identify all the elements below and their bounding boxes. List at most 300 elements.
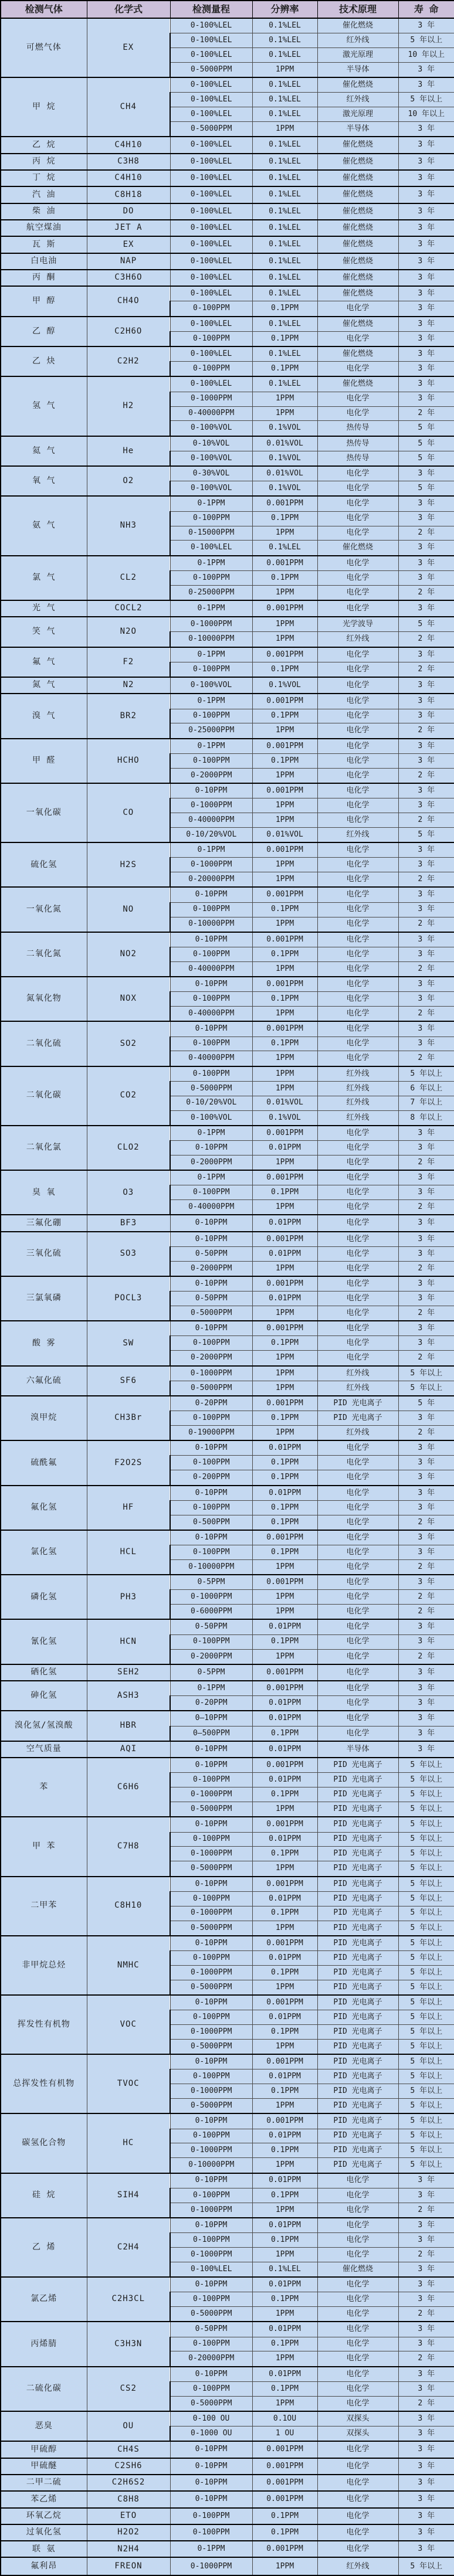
lifespan-cell: 5 年以上 bbox=[398, 1847, 454, 1861]
lifespan-cell: 3 年 bbox=[398, 2173, 454, 2188]
gas-name-cell: 光 气 bbox=[1, 600, 87, 617]
gas-name-cell: 氦 气 bbox=[1, 436, 87, 466]
lifespan-cell: 3 年 bbox=[398, 77, 454, 93]
lifespan-cell: 3 年 bbox=[398, 1170, 454, 1185]
lifespan-cell: 5 年以上 bbox=[398, 2158, 454, 2173]
principle-cell: PID 光电离子 bbox=[317, 1802, 398, 1817]
resolution-cell: 0.01PPM bbox=[252, 1440, 317, 1456]
range-cell: 0-25000PPM bbox=[170, 585, 252, 600]
table-row bbox=[1, 1681, 454, 1696]
range-cell: 0-10PPM bbox=[170, 1276, 252, 1292]
resolution-cell: 1PPM bbox=[252, 1649, 317, 1664]
lifespan-cell: 3 年 bbox=[398, 286, 454, 301]
formula-cell: HCHO bbox=[87, 739, 170, 783]
principle-cell: 电化学 bbox=[317, 585, 398, 600]
resolution-cell: 0.001PPM bbox=[252, 2441, 317, 2458]
principle-cell: 电化学 bbox=[317, 1440, 398, 1456]
range-cell: 0-10PPM bbox=[170, 2218, 252, 2233]
formula-cell: NOX bbox=[87, 977, 170, 1021]
lifespan-cell: 5 年以上 bbox=[398, 1817, 454, 1832]
principle-cell: 电化学 bbox=[317, 947, 398, 961]
range-cell: 0-10/20%VOL bbox=[170, 827, 252, 842]
range-cell: 0-1000PPM bbox=[170, 2203, 252, 2218]
range-cell: 0-100PPM bbox=[170, 2381, 252, 2396]
principle-cell: 催化燃烧 bbox=[317, 77, 398, 93]
table-row bbox=[1, 2491, 454, 2507]
formula-cell: CH3Br bbox=[87, 1396, 170, 1440]
range-cell: 0-5PPM bbox=[170, 1575, 252, 1590]
resolution-cell: 0.001PPM bbox=[252, 932, 317, 947]
table-header bbox=[1, 1, 454, 18]
principle-cell: 电化学 bbox=[317, 1336, 398, 1351]
lifespan-cell: 5 年以上 bbox=[398, 1950, 454, 1965]
range-cell: 0-100PPM bbox=[170, 2129, 252, 2143]
range-cell: 0-100PPM bbox=[170, 1891, 252, 1906]
principle-cell: PID 光电离子 bbox=[317, 2054, 398, 2069]
range-cell: 0-10PPM bbox=[170, 2475, 252, 2491]
resolution-cell: 0.001PPM bbox=[252, 739, 317, 754]
principle-cell: 电化学 bbox=[317, 902, 398, 917]
resolution-cell: 1PPM bbox=[252, 858, 317, 872]
lifespan-cell: 5 年以上 bbox=[398, 2113, 454, 2129]
formula-cell: HBR bbox=[87, 1711, 170, 1741]
principle-cell: 电化学 bbox=[317, 647, 398, 662]
gas-name-cell: 碳氢化合物 bbox=[1, 2113, 87, 2173]
resolution-cell: 1PPM bbox=[252, 1366, 317, 1381]
resolution-cell: 1PPM bbox=[252, 1200, 317, 1215]
table-row bbox=[1, 2322, 454, 2337]
principle-cell: 电化学 bbox=[317, 1590, 398, 1605]
gas-name-cell: 一氧化碳 bbox=[1, 783, 87, 842]
principle-cell: 电化学 bbox=[317, 1306, 398, 1321]
resolution-cell: 1PPM bbox=[252, 1261, 317, 1276]
range-cell: 0-5000PPM bbox=[170, 1861, 252, 1877]
gas-name-cell: 甲 醛 bbox=[1, 739, 87, 783]
lifespan-cell: 3 年 bbox=[398, 556, 454, 571]
range-cell: 0-200PPM bbox=[170, 1470, 252, 1486]
range-cell: 0-20000PPM bbox=[170, 872, 252, 888]
resolution-cell: 1PPM bbox=[252, 2099, 317, 2114]
principle-cell: PID 光电离子 bbox=[317, 1758, 398, 1773]
lifespan-cell: 5 年 bbox=[398, 827, 454, 842]
principle-cell: 红外线 bbox=[317, 1426, 398, 1441]
resolution-cell: 0.001PPM bbox=[252, 1664, 317, 1681]
principle-cell: 电化学 bbox=[317, 2524, 398, 2541]
range-cell: 0-1000PPM bbox=[170, 617, 252, 632]
range-cell: 0-1000PPM bbox=[170, 1590, 252, 1605]
range-cell: 0-100PPM bbox=[170, 2069, 252, 2084]
principle-cell: 电化学 bbox=[317, 331, 398, 346]
principle-cell: PID 光电离子 bbox=[317, 1411, 398, 1426]
gas-name-cell: 丙烯腈 bbox=[1, 2322, 87, 2366]
principle-cell: PID 光电离子 bbox=[317, 1921, 398, 1936]
resolution-cell: 0.1PPM bbox=[252, 2524, 317, 2541]
gas-name-cell: 航空煤油 bbox=[1, 220, 87, 236]
formula-cell: C8H10 bbox=[87, 1877, 170, 1936]
principle-cell: 电化学 bbox=[317, 600, 398, 617]
gas-name-cell: 联 氨 bbox=[1, 2541, 87, 2557]
range-cell: 0-100PPM bbox=[170, 753, 252, 768]
range-cell: 0-5000PPM bbox=[170, 62, 252, 77]
lifespan-cell: 3 年 bbox=[398, 1726, 454, 1741]
principle-cell: 电化学 bbox=[317, 872, 398, 888]
principle-cell: 电化学 bbox=[317, 2367, 398, 2382]
lifespan-cell: 5 年以上 bbox=[398, 1906, 454, 1921]
table-row bbox=[1, 1366, 454, 1381]
resolution-cell: 0.1%LEL bbox=[252, 541, 317, 556]
range-cell: 0-100%LEL bbox=[170, 2262, 252, 2277]
resolution-cell: 0.001PPM bbox=[252, 1170, 317, 1185]
formula-cell: C7H8 bbox=[87, 1817, 170, 1876]
resolution-cell: 0.1PPM bbox=[252, 1336, 317, 1351]
gas-name-cell: 柴 油 bbox=[1, 203, 87, 220]
gas-name-cell: 挥发性有机物 bbox=[1, 1995, 87, 2054]
lifespan-cell: 3 年 bbox=[398, 496, 454, 511]
table-row bbox=[1, 2524, 454, 2541]
range-cell: 0-100%LEL bbox=[170, 18, 252, 33]
lifespan-cell: 5 年以上 bbox=[398, 2069, 454, 2084]
table-row bbox=[1, 466, 454, 481]
formula-cell: CO bbox=[87, 783, 170, 842]
lifespan-cell: 2 年 bbox=[398, 1559, 454, 1575]
resolution-cell: 1PPM bbox=[252, 2351, 317, 2367]
resolution-cell: 0.01PPM bbox=[252, 1292, 317, 1306]
lifespan-cell: 3 年 bbox=[398, 2524, 454, 2541]
resolution-cell: 0.01PPM bbox=[252, 1741, 317, 1758]
formula-cell: HF bbox=[87, 1486, 170, 1530]
gas-name-cell: 溴甲烷 bbox=[1, 1396, 87, 1440]
table-row bbox=[1, 2441, 454, 2458]
range-cell: 0-1PPM bbox=[170, 647, 252, 662]
resolution-cell: 0.1PPM bbox=[252, 902, 317, 917]
lifespan-cell: 2 年 bbox=[398, 1051, 454, 1066]
resolution-cell: 0.1PPM bbox=[252, 2508, 317, 2524]
lifespan-cell: 3 年 bbox=[398, 2475, 454, 2491]
range-cell: 0-1000PPM bbox=[170, 1847, 252, 1861]
lifespan-cell: 3 年 bbox=[398, 1530, 454, 1545]
range-cell: 0-1PPM bbox=[170, 739, 252, 754]
gas-name-cell: 甲 苯 bbox=[1, 1817, 87, 1876]
resolution-cell: 0.1%LEL bbox=[252, 186, 317, 203]
gas-name-cell: 总挥发性有机物 bbox=[1, 2054, 87, 2113]
formula-cell: O2 bbox=[87, 466, 170, 496]
range-cell: 0-100%LEL bbox=[170, 253, 252, 270]
resolution-cell: 1PPM bbox=[252, 632, 317, 647]
formula-cell: BR2 bbox=[87, 694, 170, 738]
principle-cell: 催化燃烧 bbox=[317, 253, 398, 270]
principle-cell: 电化学 bbox=[317, 677, 398, 694]
range-cell: 0-100PPM bbox=[170, 1456, 252, 1470]
range-cell: 0-1000PPM bbox=[170, 2247, 252, 2262]
range-cell: 0-100PPM bbox=[170, 902, 252, 917]
table-row bbox=[1, 2277, 454, 2292]
lifespan-cell: 5 年 bbox=[398, 1396, 454, 1411]
range-cell: 0-1PPM bbox=[170, 496, 252, 511]
lifespan-cell: 3 年 bbox=[398, 2277, 454, 2292]
lifespan-cell: 3 年 bbox=[398, 694, 454, 709]
range-cell: 0-1PPM bbox=[170, 1681, 252, 1696]
table-row bbox=[1, 1664, 454, 1681]
range-cell: 0-100%LEL bbox=[170, 186, 252, 203]
range-cell: 0-1000PPM bbox=[170, 2143, 252, 2158]
lifespan-cell: 3 年 bbox=[398, 1696, 454, 1711]
principle-cell: 电化学 bbox=[317, 1351, 398, 1366]
lifespan-cell: 2 年 bbox=[398, 961, 454, 977]
resolution-cell: 0.001PPM bbox=[252, 2475, 317, 2491]
lifespan-cell: 3 年 bbox=[398, 1185, 454, 1200]
lifespan-cell: 3 年 bbox=[398, 858, 454, 872]
lifespan-cell: 3 年 bbox=[398, 362, 454, 377]
lifespan-cell: 2 年 bbox=[398, 1426, 454, 1441]
formula-cell: HCL bbox=[87, 1530, 170, 1575]
resolution-cell: 0.1PPM bbox=[252, 2337, 317, 2351]
gas-name-cell: 过氧化氢 bbox=[1, 2524, 87, 2541]
resolution-cell: 0.1PPM bbox=[252, 2188, 317, 2203]
principle-cell: PID 光电离子 bbox=[317, 1787, 398, 1802]
range-cell: 0-100PPM bbox=[170, 1634, 252, 1649]
resolution-cell: 1PPM bbox=[252, 406, 317, 421]
lifespan-cell: 3 年 bbox=[398, 1411, 454, 1426]
resolution-cell: 0.1%LEL bbox=[252, 286, 317, 301]
table-row bbox=[1, 2367, 454, 2382]
formula-cell: CH4O bbox=[87, 286, 170, 316]
range-cell: 0-2000PPM bbox=[170, 1351, 252, 1366]
lifespan-cell: 3 年 bbox=[398, 1486, 454, 1501]
principle-cell: 电化学 bbox=[317, 1711, 398, 1726]
resolution-cell: 0.1PPM bbox=[252, 1965, 317, 1980]
resolution-cell: 0.001PPM bbox=[252, 1575, 317, 1590]
resolution-cell: 0.1PPM bbox=[252, 331, 317, 346]
formula-cell: TVOC bbox=[87, 2054, 170, 2113]
table-row bbox=[1, 1486, 454, 1501]
range-cell: 0-1000PPM bbox=[170, 2084, 252, 2099]
formula-cell: ASH3 bbox=[87, 1681, 170, 1711]
formula-cell: ETO bbox=[87, 2508, 170, 2524]
principle-cell: 电化学 bbox=[317, 301, 398, 317]
table-row bbox=[1, 2411, 454, 2427]
lifespan-cell: 3 年 bbox=[398, 798, 454, 813]
gas-name-cell: 氟化氢 bbox=[1, 1486, 87, 1530]
gas-name-cell: 甲 烷 bbox=[1, 77, 87, 137]
principle-cell: 电化学 bbox=[317, 1619, 398, 1634]
principle-cell: PID 光电离子 bbox=[317, 1936, 398, 1951]
range-cell: 0-1000PPM bbox=[170, 1366, 252, 1381]
range-cell: 0-100%VOL bbox=[170, 1110, 252, 1126]
range-cell: 0-100PPM bbox=[170, 2292, 252, 2307]
formula-cell: JET A bbox=[87, 220, 170, 236]
table-row bbox=[1, 677, 454, 694]
gas-name-cell: 硫化氢 bbox=[1, 842, 87, 887]
range-cell: 0-1000PPM bbox=[170, 2557, 252, 2575]
table-row bbox=[1, 2508, 454, 2524]
lifespan-cell: 3 年 bbox=[398, 1741, 454, 1758]
lifespan-cell: 5 年以上 bbox=[398, 2084, 454, 2099]
gas-name-cell: 二甲二硫 bbox=[1, 2475, 87, 2491]
formula-cell: H2 bbox=[87, 376, 170, 436]
principle-cell: 红外线 bbox=[317, 1066, 398, 1082]
table-row bbox=[1, 317, 454, 332]
principle-cell: 电化学 bbox=[317, 1634, 398, 1649]
principle-cell: 催化燃烧 bbox=[317, 220, 398, 236]
resolution-cell: 0.001PPM bbox=[252, 1232, 317, 1247]
resolution-cell: 1PPM bbox=[252, 1051, 317, 1066]
principle-cell: PID 光电离子 bbox=[317, 1877, 398, 1892]
table-row bbox=[1, 932, 454, 947]
lifespan-cell: 5 年以上 bbox=[398, 1995, 454, 2010]
lifespan-cell: 2 年 bbox=[398, 2396, 454, 2411]
table-row bbox=[1, 236, 454, 253]
lifespan-cell: 5 年以上 bbox=[398, 2054, 454, 2069]
lifespan-cell: 3 年 bbox=[398, 600, 454, 617]
formula-cell: PH3 bbox=[87, 1575, 170, 1619]
principle-cell: 电化学 bbox=[317, 2458, 398, 2475]
principle-cell: 红外线 bbox=[317, 632, 398, 647]
range-cell: 0-5000PPM bbox=[170, 122, 252, 137]
principle-cell: 半导体 bbox=[317, 1741, 398, 1758]
lifespan-cell: 2 年 bbox=[398, 1590, 454, 1605]
lifespan-cell: 3 年 bbox=[398, 317, 454, 332]
gas-name-cell: 非甲烷总烃 bbox=[1, 1936, 87, 1995]
range-cell: 0-50PPM bbox=[170, 1292, 252, 1306]
formula-cell: VOC bbox=[87, 1995, 170, 2054]
range-cell: 0-100%LEL bbox=[170, 93, 252, 107]
range-cell: 0-100%LEL bbox=[170, 286, 252, 301]
principle-cell: 红外线 bbox=[317, 33, 398, 48]
lifespan-cell: 5 年 bbox=[398, 421, 454, 436]
lifespan-cell: 3 年 bbox=[398, 2337, 454, 2351]
principle-cell: 红外线 bbox=[317, 1381, 398, 1396]
lifespan-cell: 2 年 bbox=[398, 1155, 454, 1170]
range-cell: 0-5000PPM bbox=[170, 1980, 252, 1995]
range-cell: 0-100%LEL bbox=[170, 154, 252, 170]
resolution-cell: 0.1PPM bbox=[252, 1500, 317, 1515]
principle-cell: 电化学 bbox=[317, 556, 398, 571]
principle-cell: PID 光电离子 bbox=[317, 1906, 398, 1921]
range-cell: 0-20PPM bbox=[170, 1396, 252, 1411]
range-cell: 0-100PPM bbox=[170, 709, 252, 723]
principle-cell: 电化学 bbox=[317, 2277, 398, 2292]
gas-name-cell: 硒化氢 bbox=[1, 1664, 87, 1681]
table-body bbox=[1, 18, 454, 2575]
lifespan-cell: 3 年 bbox=[398, 137, 454, 153]
principle-cell: 电化学 bbox=[317, 1649, 398, 1664]
resolution-cell: 0.001PPM bbox=[252, 647, 317, 662]
table-row bbox=[1, 376, 454, 392]
range-cell: 0-10PPM bbox=[170, 1440, 252, 1456]
gas-name-cell: 氢 气 bbox=[1, 376, 87, 436]
resolution-cell: 0.1PPM bbox=[252, 1470, 317, 1486]
lifespan-cell: 5 年以上 bbox=[398, 2143, 454, 2158]
resolution-cell: 1PPM bbox=[252, 1605, 317, 1620]
resolution-cell: 0.001PPM bbox=[252, 2054, 317, 2069]
lifespan-cell: 3 年 bbox=[398, 2491, 454, 2507]
range-cell: 0-1PPM bbox=[170, 1170, 252, 1185]
lifespan-cell: 2 年 bbox=[398, 1007, 454, 1022]
formula-cell: C2H2 bbox=[87, 346, 170, 376]
lifespan-cell: 3 年 bbox=[398, 2427, 454, 2442]
formula-cell: SF6 bbox=[87, 1366, 170, 1396]
resolution-cell: 0.01%VOL bbox=[252, 436, 317, 451]
range-cell: 0-100PPM bbox=[170, 1185, 252, 1200]
resolution-cell: 1PPM bbox=[252, 2039, 317, 2054]
range-cell: 0-5000PPM bbox=[170, 2307, 252, 2322]
table-row bbox=[1, 739, 454, 754]
range-cell: 0-10PPM bbox=[170, 783, 252, 798]
principle-cell: 电化学 bbox=[317, 2307, 398, 2322]
gas-name-cell: 丁 烷 bbox=[1, 170, 87, 186]
table-row bbox=[1, 1575, 454, 1590]
resolution-cell: 1PPM bbox=[252, 1081, 317, 1096]
lifespan-cell: 2 年 bbox=[398, 2307, 454, 2322]
range-cell: 0-2000PPM bbox=[170, 1649, 252, 1664]
lifespan-cell: 3 年 bbox=[398, 1711, 454, 1726]
formula-cell: C8H8 bbox=[87, 2491, 170, 2507]
resolution-cell: 0.1PPM bbox=[252, 1726, 317, 1741]
range-cell: 0-10PPM bbox=[170, 2173, 252, 2188]
column-header-0: 检测气体 bbox=[1, 1, 87, 18]
lifespan-cell: 3 年 bbox=[398, 203, 454, 220]
lifespan-cell: 3 年 bbox=[398, 2411, 454, 2427]
range-cell: 0-100PPM bbox=[170, 511, 252, 526]
range-cell: 0-100PPM bbox=[170, 2010, 252, 2025]
resolution-cell: 1PPM bbox=[252, 1381, 317, 1396]
range-cell: 0-100%LEL bbox=[170, 203, 252, 220]
gas-name-cell: 砷化氢 bbox=[1, 1681, 87, 1711]
principle-cell: 电化学 bbox=[317, 961, 398, 977]
lifespan-cell: 3 年 bbox=[398, 1619, 454, 1634]
resolution-cell: 1PPM bbox=[252, 768, 317, 783]
principle-cell: 半导体 bbox=[317, 122, 398, 137]
resolution-cell: 0.1%LEL bbox=[252, 170, 317, 186]
range-cell: 0-100%VOL bbox=[170, 481, 252, 497]
range-cell: 0-1000PPM bbox=[170, 1787, 252, 1802]
gas-name-cell: 氮 气 bbox=[1, 677, 87, 694]
resolution-cell: 0.01%VOL bbox=[252, 466, 317, 481]
principle-cell: 电化学 bbox=[317, 2292, 398, 2307]
lifespan-cell: 3 年 bbox=[398, 170, 454, 186]
range-cell: 0-1000PPM bbox=[170, 1965, 252, 1980]
principle-cell: 电化学 bbox=[317, 1321, 398, 1336]
resolution-cell: 1PPM bbox=[252, 1980, 317, 1995]
formula-cell: NAP bbox=[87, 253, 170, 270]
principle-cell: 电化学 bbox=[317, 2541, 398, 2557]
gas-name-cell: 溴化氢/氢溴酸 bbox=[1, 1711, 87, 1741]
range-cell: 0-1000PPM bbox=[170, 2025, 252, 2040]
gas-name-cell: 甲硫醇 bbox=[1, 2441, 87, 2458]
resolution-cell: 0.1%LEL bbox=[252, 154, 317, 170]
principle-cell: 催化燃烧 bbox=[317, 18, 398, 33]
principle-cell: 电化学 bbox=[317, 1696, 398, 1711]
resolution-cell: 0.1%LEL bbox=[252, 376, 317, 392]
resolution-cell: 1PPM bbox=[252, 1351, 317, 1366]
formula-cell: POCL3 bbox=[87, 1276, 170, 1321]
formula-cell: NO bbox=[87, 887, 170, 932]
lifespan-cell: 5 年 bbox=[398, 481, 454, 497]
resolution-cell: 1PPM bbox=[252, 872, 317, 888]
table-row bbox=[1, 154, 454, 170]
lifespan-cell: 3 年 bbox=[398, 932, 454, 947]
lifespan-cell: 2 年 bbox=[398, 585, 454, 600]
resolution-cell: 1PPM bbox=[252, 1426, 317, 1441]
range-cell: 0-10PPM bbox=[170, 1021, 252, 1036]
range-cell: 0-10PPM bbox=[170, 2491, 252, 2507]
principle-cell: 电化学 bbox=[317, 1545, 398, 1560]
principle-cell: 电化学 bbox=[317, 1559, 398, 1575]
formula-cell: CL2 bbox=[87, 556, 170, 600]
resolution-cell: 0.001PPM bbox=[252, 1817, 317, 1832]
range-cell: 0-25000PPM bbox=[170, 723, 252, 739]
principle-cell: 电化学 bbox=[317, 709, 398, 723]
